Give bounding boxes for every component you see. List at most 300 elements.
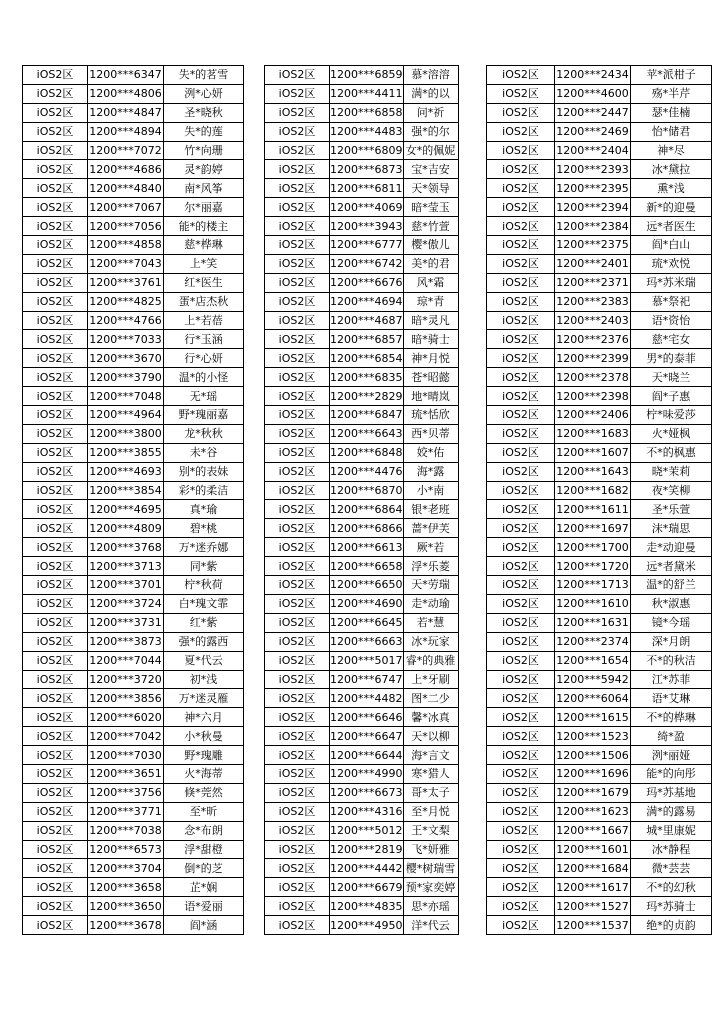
region-cell: iOS2区 [23, 141, 88, 160]
region-cell: iOS2区 [487, 651, 555, 670]
player-name-cell: 倒*的芝 [164, 859, 244, 878]
player-name-cell: 冰*静程 [631, 840, 712, 859]
region-cell: iOS2区 [23, 821, 88, 840]
account-id-cell: 1200***2447 [555, 103, 631, 122]
player-name-cell: 不*的秋洁 [631, 651, 712, 670]
account-id-cell: 1200***1631 [555, 613, 631, 632]
account-id-cell: 1200***1527 [555, 897, 631, 916]
player-name-cell: 慕*溶溶 [403, 66, 458, 85]
account-id-cell: 1200***4840 [88, 179, 164, 198]
account-id-cell: 1200***4964 [88, 406, 164, 425]
account-id-cell: 1200***2375 [555, 236, 631, 255]
table-row [23, 500, 244, 519]
region-cell: iOS2区 [265, 897, 330, 916]
player-name-cell: 冰*黛拉 [631, 160, 712, 179]
table-row [265, 670, 459, 689]
account-id-cell: 1200***2395 [555, 179, 631, 198]
player-name-cell: 冰*玩家 [403, 632, 458, 651]
table-row [487, 594, 712, 613]
player-name-cell: 语*艾琳 [631, 689, 712, 708]
region-cell: iOS2区 [23, 878, 88, 897]
table-row [265, 916, 459, 935]
account-id-cell: 1200***1684 [555, 859, 631, 878]
region-cell: iOS2区 [23, 632, 88, 651]
account-id-cell: 1200***7043 [88, 254, 164, 273]
table-row [487, 292, 712, 311]
account-id-cell: 1200***6859 [330, 66, 404, 85]
player-name-cell: 天*劳瑞 [403, 576, 458, 595]
table-row [265, 764, 459, 783]
region-cell: iOS2区 [265, 198, 330, 217]
account-id-cell: 1200***5012 [330, 821, 404, 840]
account-id-cell: 1200***6647 [330, 727, 404, 746]
player-name-cell: 风*霜 [403, 273, 458, 292]
account-id-cell: 1200***7048 [88, 387, 164, 406]
account-id-cell: 1200***6870 [330, 481, 404, 500]
player-name-cell: 琉*欢悦 [631, 254, 712, 273]
table-row [487, 538, 712, 557]
table-row [265, 897, 459, 916]
player-name-cell: 瑟*佳楠 [631, 103, 712, 122]
account-id-cell: 1200***1623 [555, 802, 631, 821]
account-id-cell: 1200***6658 [330, 557, 404, 576]
region-cell: iOS2区 [23, 122, 88, 141]
table-row [23, 632, 244, 651]
table-row [487, 254, 712, 273]
region-cell: iOS2区 [23, 406, 88, 425]
player-name-cell: 玛*苏米瑞 [631, 273, 712, 292]
table-row [265, 613, 459, 632]
account-id-cell: 1200***2406 [555, 406, 631, 425]
account-id-cell: 1200***2401 [555, 254, 631, 273]
table-row [23, 916, 244, 935]
player-name-cell: 上*笑 [164, 254, 244, 273]
region-cell: iOS2区 [23, 66, 88, 85]
player-name-cell: 阎*白山 [631, 236, 712, 255]
account-id-cell: 1200***4766 [88, 311, 164, 330]
player-name-cell: 暗*灵凡 [403, 311, 458, 330]
account-id-cell: 1200***2393 [555, 160, 631, 179]
player-name-cell: 行*心妍 [164, 349, 244, 368]
region-cell: iOS2区 [487, 576, 555, 595]
table-row [265, 141, 459, 160]
region-cell: iOS2区 [487, 538, 555, 557]
region-cell: iOS2区 [265, 859, 330, 878]
region-cell: iOS2区 [487, 349, 555, 368]
region-cell: iOS2区 [487, 273, 555, 292]
account-id-cell: 1200***4825 [88, 292, 164, 311]
table-row [265, 689, 459, 708]
player-name-cell: 慈*桦琳 [164, 236, 244, 255]
region-cell: iOS2区 [265, 160, 330, 179]
account-id-cell: 1200***1610 [555, 594, 631, 613]
account-id-cell: 1200***6835 [330, 368, 404, 387]
table-row [487, 878, 712, 897]
player-name-cell: 神*六月 [164, 708, 244, 727]
region-cell: iOS2区 [487, 292, 555, 311]
table-row [487, 179, 712, 198]
region-cell: iOS2区 [23, 387, 88, 406]
player-name-cell: 不*的幻秋 [631, 878, 712, 897]
table-row [487, 708, 712, 727]
player-name-cell: 海*露 [403, 462, 458, 481]
account-id-cell: 1200***2403 [555, 311, 631, 330]
player-name-cell: 慕*祭祀 [631, 292, 712, 311]
player-name-cell: 温*的小怪 [164, 368, 244, 387]
player-name-cell: 上*若蓓 [164, 311, 244, 330]
table-row [265, 217, 459, 236]
region-cell: iOS2区 [265, 519, 330, 538]
account-id-cell: 1200***3678 [88, 916, 164, 935]
player-name-cell: 馨*冰真 [403, 708, 458, 727]
account-id-cell: 1200***2371 [555, 273, 631, 292]
region-cell: iOS2区 [265, 273, 330, 292]
table-row [487, 576, 712, 595]
table-row [487, 519, 712, 538]
region-cell: iOS2区 [23, 651, 88, 670]
player-name-cell: 洌*丽娅 [631, 746, 712, 765]
region-cell: iOS2区 [23, 160, 88, 179]
account-id-cell: 1200***6848 [330, 443, 404, 462]
player-name-cell: 柠*秋荷 [164, 576, 244, 595]
player-name-cell: 浮*甜橙 [164, 840, 244, 859]
player-name-cell: 男*的泰菲 [631, 349, 712, 368]
account-id-cell: 1200***2469 [555, 122, 631, 141]
region-cell: iOS2区 [487, 443, 555, 462]
player-name-cell: 图*二少 [403, 689, 458, 708]
region-cell: iOS2区 [23, 519, 88, 538]
table-row [265, 160, 459, 179]
region-cell: iOS2区 [23, 783, 88, 802]
account-id-cell: 1200***1506 [555, 746, 631, 765]
account-id-cell: 1200***6663 [330, 632, 404, 651]
player-name-cell: 满*的露易 [631, 802, 712, 821]
account-id-cell: 1200***3724 [88, 594, 164, 613]
player-name-cell: 美*的君 [403, 254, 458, 273]
table-row [487, 424, 712, 443]
player-name-cell: 洌*心妍 [164, 84, 244, 103]
player-name-cell: 小*秋曼 [164, 727, 244, 746]
region-cell: iOS2区 [265, 576, 330, 595]
region-cell: iOS2区 [487, 103, 555, 122]
table-row [23, 821, 244, 840]
player-name-cell: 玛*苏基地 [631, 783, 712, 802]
table-row [23, 66, 244, 85]
account-id-cell: 1200***6645 [330, 613, 404, 632]
account-id-cell: 1200***1643 [555, 462, 631, 481]
account-id-cell: 1200***2434 [555, 66, 631, 85]
table-row [265, 878, 459, 897]
account-id-cell: 1200***1617 [555, 878, 631, 897]
account-id-cell: 1200***2819 [330, 840, 404, 859]
account-id-cell: 1200***5017 [330, 651, 404, 670]
table-row [265, 424, 459, 443]
player-name-cell: 失*的茗雪 [164, 66, 244, 85]
table-row [487, 217, 712, 236]
table-row [487, 727, 712, 746]
table-row [23, 576, 244, 595]
table-row [23, 179, 244, 198]
account-id-cell: 1200***3790 [88, 368, 164, 387]
player-name-cell: 浮*乐菱 [403, 557, 458, 576]
table-row [265, 84, 459, 103]
player-name-cell: 姣*佑 [403, 443, 458, 462]
region-cell: iOS2区 [265, 330, 330, 349]
player-name-cell: 走*动瑜 [403, 594, 458, 613]
region-cell: iOS2区 [487, 217, 555, 236]
region-cell: iOS2区 [487, 878, 555, 897]
account-id-cell: 1200***1682 [555, 481, 631, 500]
account-id-cell: 1200***3701 [88, 576, 164, 595]
table-row [487, 122, 712, 141]
player-name-cell: 若*慧 [403, 613, 458, 632]
table-row [265, 632, 459, 651]
table-row [487, 66, 712, 85]
account-id-cell: 1200***1696 [555, 764, 631, 783]
player-name-cell: 西*贝蒂 [403, 424, 458, 443]
table-row [487, 160, 712, 179]
table-row [23, 783, 244, 802]
region-cell: iOS2区 [265, 387, 330, 406]
table-row [265, 292, 459, 311]
player-name-cell: 南*风筝 [164, 179, 244, 198]
table-row [265, 840, 459, 859]
table-row [487, 689, 712, 708]
table-row [487, 670, 712, 689]
region-cell: iOS2区 [487, 179, 555, 198]
account-id-cell: 1200***6643 [330, 424, 404, 443]
player-name-cell: 沫*瑞思 [631, 519, 712, 538]
region-cell: iOS2区 [487, 122, 555, 141]
player-name-cell: 走*动迎曼 [631, 538, 712, 557]
player-name-cell: 龙*秋秋 [164, 424, 244, 443]
player-name-cell: 野*瑰雕 [164, 746, 244, 765]
table-row [265, 122, 459, 141]
player-name-cell: 别*的表妹 [164, 462, 244, 481]
player-name-cell: 能*的楼主 [164, 217, 244, 236]
account-id-cell: 1200***6573 [88, 840, 164, 859]
table-row [265, 273, 459, 292]
table-row [23, 330, 244, 349]
player-name-cell: 至*昕 [164, 802, 244, 821]
region-cell: iOS2区 [265, 462, 330, 481]
player-name-cell: 晓*茉莉 [631, 462, 712, 481]
table-row [487, 613, 712, 632]
account-id-cell: 1200***3720 [88, 670, 164, 689]
account-id-cell: 1200***6847 [330, 406, 404, 425]
region-cell: iOS2区 [487, 424, 555, 443]
account-id-cell: 1200***6020 [88, 708, 164, 727]
player-name-cell: 初*浅 [164, 670, 244, 689]
table-row [23, 557, 244, 576]
account-id-cell: 1200***1654 [555, 651, 631, 670]
region-cell: iOS2区 [23, 576, 88, 595]
account-id-cell: 1200***6676 [330, 273, 404, 292]
player-name-cell: 未*谷 [164, 443, 244, 462]
table-row [487, 916, 712, 935]
account-id-cell: 1200***6866 [330, 519, 404, 538]
account-id-cell: 1200***2384 [555, 217, 631, 236]
player-name-cell: 念*布朗 [164, 821, 244, 840]
table-row [265, 236, 459, 255]
region-cell: iOS2区 [23, 708, 88, 727]
player-name-cell: 语*爱丽 [164, 897, 244, 916]
table-row [23, 292, 244, 311]
account-id-cell: 1200***3855 [88, 443, 164, 462]
region-cell: iOS2区 [487, 746, 555, 765]
region-cell: iOS2区 [265, 66, 330, 85]
account-id-cell: 1200***3771 [88, 802, 164, 821]
account-id-cell: 1200***3854 [88, 481, 164, 500]
player-name-cell: 地*晴岚 [403, 387, 458, 406]
player-name-cell: 江*苏菲 [631, 670, 712, 689]
table-row [265, 462, 459, 481]
account-id-cell: 1200***1523 [555, 727, 631, 746]
region-cell: iOS2区 [487, 689, 555, 708]
region-cell: iOS2区 [265, 481, 330, 500]
player-name-cell: 睿*的典雅 [403, 651, 458, 670]
region-cell: iOS2区 [23, 859, 88, 878]
table-row [487, 368, 712, 387]
table-row [265, 859, 459, 878]
player-name-cell: 绝*的贞韵 [631, 916, 712, 935]
account-id-cell: 1200***6644 [330, 746, 404, 765]
account-id-cell: 1200***2404 [555, 141, 631, 160]
account-id-cell: 1200***6347 [88, 66, 164, 85]
region-cell: iOS2区 [23, 198, 88, 217]
table-row [23, 254, 244, 273]
table-row [487, 236, 712, 255]
region-cell: iOS2区 [23, 330, 88, 349]
table-row [23, 613, 244, 632]
table-row [487, 84, 712, 103]
player-name-cell: 蔷*伊芙 [403, 519, 458, 538]
player-name-cell: 碧*桃 [164, 519, 244, 538]
region-cell: iOS2区 [265, 632, 330, 651]
region-cell: iOS2区 [487, 727, 555, 746]
table-row [23, 84, 244, 103]
player-name-cell: 满*的以 [403, 84, 458, 103]
table-row [265, 330, 459, 349]
region-cell: iOS2区 [265, 349, 330, 368]
region-cell: iOS2区 [265, 254, 330, 273]
region-cell: iOS2区 [487, 160, 555, 179]
table-row [487, 897, 712, 916]
table-row [265, 594, 459, 613]
region-cell: iOS2区 [265, 802, 330, 821]
region-cell: iOS2区 [487, 613, 555, 632]
player-name-cell: 远*者黛米 [631, 557, 712, 576]
account-id-cell: 1200***3943 [330, 217, 404, 236]
table-row [265, 198, 459, 217]
player-name-cell: 圣*乐萱 [631, 500, 712, 519]
region-cell: iOS2区 [23, 236, 88, 255]
account-id-cell: 1200***7056 [88, 217, 164, 236]
table-row [23, 273, 244, 292]
player-name-cell: 深*月朗 [631, 632, 712, 651]
player-name-cell: 万*迷灵雁 [164, 689, 244, 708]
account-id-cell: 1200***7042 [88, 727, 164, 746]
account-id-cell: 1200***4483 [330, 122, 404, 141]
account-id-cell: 1200***6650 [330, 576, 404, 595]
region-cell: iOS2区 [487, 840, 555, 859]
account-id-cell: 1200***2399 [555, 349, 631, 368]
table-row [23, 764, 244, 783]
table-row [23, 122, 244, 141]
account-id-cell: 1200***4806 [88, 84, 164, 103]
table-row [23, 708, 244, 727]
region-cell: iOS2区 [487, 330, 555, 349]
table-row [23, 878, 244, 897]
player-name-cell: 怡*储君 [631, 122, 712, 141]
account-id-cell: 1200***6857 [330, 330, 404, 349]
account-id-cell: 1200***7072 [88, 141, 164, 160]
account-id-cell: 1200***3756 [88, 783, 164, 802]
account-id-cell: 1200***2383 [555, 292, 631, 311]
region-cell: iOS2区 [265, 292, 330, 311]
region-cell: iOS2区 [23, 254, 88, 273]
player-name-cell: 真*瑜 [164, 500, 244, 519]
account-id-cell: 1200***4600 [555, 84, 631, 103]
account-id-cell: 1200***6742 [330, 254, 404, 273]
region-cell: iOS2区 [23, 179, 88, 198]
table-row [487, 481, 712, 500]
table-row [23, 141, 244, 160]
table-row [23, 349, 244, 368]
account-id-cell: 1200***4894 [88, 122, 164, 141]
table-row [265, 557, 459, 576]
table-row [23, 689, 244, 708]
account-id-cell: 1200***3731 [88, 613, 164, 632]
region-cell: iOS2区 [487, 519, 555, 538]
player-name-cell: 殇*半芹 [631, 84, 712, 103]
account-id-cell: 1200***4476 [330, 462, 404, 481]
player-name-cell: 慈*宅女 [631, 330, 712, 349]
player-name-cell: 琼*青 [403, 292, 458, 311]
table-row [487, 349, 712, 368]
table-row [23, 481, 244, 500]
player-name-cell: 圣*晓秋 [164, 103, 244, 122]
table-row [265, 576, 459, 595]
account-id-cell: 1200***6679 [330, 878, 404, 897]
account-id-cell: 1200***2398 [555, 387, 631, 406]
player-name-cell: 蛋*店杰秋 [164, 292, 244, 311]
table-row [23, 443, 244, 462]
region-cell: iOS2区 [487, 198, 555, 217]
player-name-cell: 樱*树瑞雪 [403, 859, 458, 878]
player-name-cell: 微*芸芸 [631, 859, 712, 878]
account-id-cell: 1200***7067 [88, 198, 164, 217]
account-id-cell: 1200***4687 [330, 311, 404, 330]
account-id-cell: 1200***6858 [330, 103, 404, 122]
player-name-cell: 苍*昭懿 [403, 368, 458, 387]
table-row [23, 236, 244, 255]
player-name-cell: 尔*丽嘉 [164, 198, 244, 217]
player-name-cell: 暗*莹玉 [403, 198, 458, 217]
table-row [23, 897, 244, 916]
table-row [265, 802, 459, 821]
table-row [265, 708, 459, 727]
region-cell: iOS2区 [265, 557, 330, 576]
account-id-cell: 1200***6854 [330, 349, 404, 368]
region-cell: iOS2区 [487, 66, 555, 85]
account-id-cell: 1200***6864 [330, 500, 404, 519]
account-id-cell: 1200***1611 [555, 500, 631, 519]
region-cell: iOS2区 [487, 481, 555, 500]
player-name-cell: 苹*派柑子 [631, 66, 712, 85]
region-cell: iOS2区 [487, 670, 555, 689]
region-cell: iOS2区 [23, 481, 88, 500]
